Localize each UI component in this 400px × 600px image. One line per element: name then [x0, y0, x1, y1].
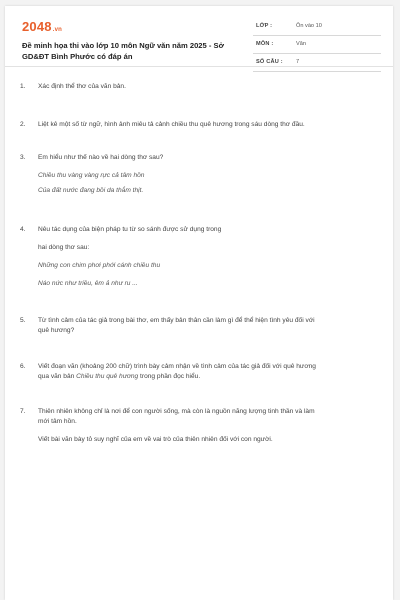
- meta-row-count: [253, 56, 381, 72]
- header-divider: [5, 66, 393, 67]
- question-number: 4.: [20, 226, 26, 233]
- question-number: 6.: [20, 363, 26, 370]
- question-number: 3.: [20, 154, 26, 161]
- question-text: Thiên nhiên không chỉ là nơi để con người sống, mà còn là nguồn năng lượng tinh thần và làm: [38, 408, 315, 415]
- question-number: 5.: [20, 317, 26, 324]
- question-number: 7.: [20, 408, 26, 415]
- question-body: [38, 316, 373, 336]
- question-text: Từ tình cảm của tác giả trong bài thơ, em thấy bản thân cần làm gì để thể hiện tình yêu đối với: [38, 317, 315, 324]
- question-text: Viết bài văn bày tỏ suy nghĩ của em về vai trò của thiên nhiên đối với con người.: [38, 436, 273, 443]
- question-number: 2.: [20, 121, 26, 128]
- logo-suffix: .vn: [52, 27, 63, 33]
- work-title: Chiều thu quê hương: [76, 373, 139, 380]
- question-text: hai dòng thơ sau:: [38, 244, 90, 251]
- meta-row-subject: [253, 38, 381, 54]
- document-header: [15, 16, 383, 68]
- text-suffix: trong phần đọc hiểu.: [138, 373, 201, 380]
- question-body: [38, 407, 373, 445]
- meta-value: Ôn vào 10: [296, 23, 322, 29]
- site-logo[interactable]: [22, 19, 62, 34]
- document-page: [5, 6, 393, 600]
- question-body: [38, 153, 373, 196]
- question-text: Viết đoạn văn (khoảng 200 chữ) trình bày cảm nhận về tình cảm của tác giả đối với quê hương: [38, 363, 316, 370]
- question-text: mới tâm hồn.: [38, 418, 77, 425]
- question-body: [38, 82, 373, 92]
- question-text: Liệt kê một số từ ngữ, hình ảnh miêu tả cảnh chiều thu quê hương trong sáu dòng thơ đầu.: [38, 121, 305, 128]
- question-text: Nêu tác dụng của biện pháp tu từ so sánh được sử dụng trong: [38, 226, 222, 233]
- question-number: 1.: [20, 83, 26, 90]
- question-text: [38, 372, 373, 382]
- question-body: [38, 120, 373, 130]
- poem-quote-line: Của đất nước đang bồi da thắm thịt.: [38, 187, 144, 194]
- question-text: Em hiểu như thế nào về hai dòng thơ sau?: [38, 154, 164, 161]
- meta-label: LỚP :: [256, 23, 273, 29]
- text-prefix: qua văn bản: [38, 373, 77, 380]
- question-body: [38, 362, 373, 382]
- meta-row-class: [253, 20, 381, 36]
- question-text: quê hương?: [38, 327, 75, 334]
- meta-label: MÔN :: [256, 41, 274, 47]
- question-body: [38, 225, 373, 289]
- poem-quote-line: Những con chim phơi phới cánh chiều thu: [38, 262, 161, 269]
- document-title: Đề minh họa thi vào lớp 10 môn Ngữ văn năm 2025 - Sở GD&ĐT Bình Phước có đáp án: [22, 41, 224, 61]
- meta-value: Văn: [296, 41, 306, 47]
- poem-quote-line: Chiều thu vàng vàng rực cả tâm hồn: [38, 172, 145, 179]
- logo-main: 2048: [22, 19, 52, 34]
- poem-quote-line: Náo nức như triều, êm ả như ru ...: [38, 280, 138, 287]
- meta-label: SỐ CÂU :: [256, 59, 283, 65]
- question-text: Xác định thể thơ của văn bản.: [38, 83, 126, 90]
- meta-value: 7: [296, 59, 300, 65]
